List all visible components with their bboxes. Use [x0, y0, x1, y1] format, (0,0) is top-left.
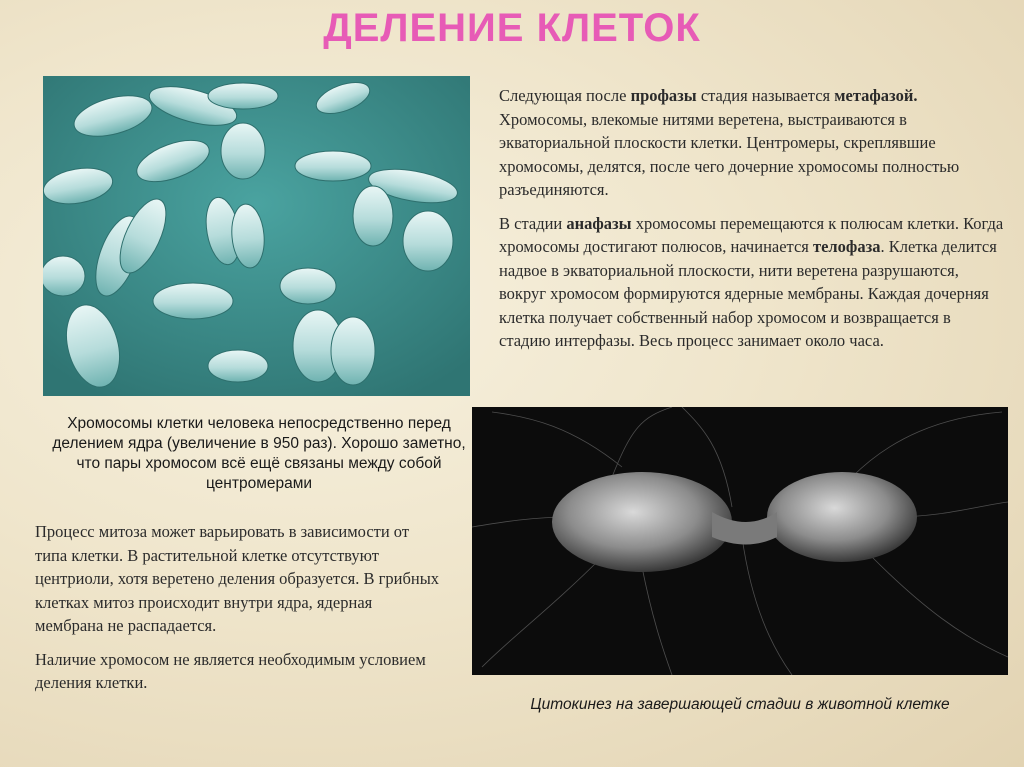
mitosis-variation-paragraph: Процесс митоза может варьировать в зависимости от типа клетки. В растительной клетке отсутствуют центриоли, хотя веретено деления образуется. В грибных клетках митоз происходит внутри ядра, ядерная мембрана не распадается.: [35, 522, 440, 635]
anaphase-paragraph: [499, 212, 1004, 353]
mitosis-variation-text: [35, 520, 440, 705]
metaphase-text-post: Хромосомы, влекомые нитями веретена, выстраиваются в экваториальной плоскости клетки. Центромеры, скреплявшие хромосомы, делятся, после чего дочерние хромосомы полностью разъединяются.: [499, 109, 960, 199]
metaphase-text-pre: Следующая после: [499, 86, 631, 105]
anaphase-text-post: . Клетка делится надвое в экваториальной плоскости, нити веретена разрушаются, вокруг хромосом формируются ядерные мембраны. Каждая дочерняя клетка получает собственный набор хромосом и возвращается в стадию интерфазы. Весь процесс занимает около часа.: [499, 237, 997, 350]
chromosomes-required-paragraph: Наличие хромосом не является необходимым условием деления клетки.: [35, 649, 426, 692]
cytokinesis-micrograph: [472, 407, 1008, 675]
metaphase-text-mid: стадия называется: [696, 86, 835, 105]
cytokinesis-caption: Цитокинез на завершающей стадии в животной клетке: [530, 696, 950, 713]
metaphase-paragraph: [499, 84, 1004, 202]
term-telophase: телофаза: [813, 237, 881, 256]
chromosome-caption: Хромосомы клетки человека непосредственно перед делением ядра (увеличение в 950 раз). Хорошо заметно, что пары хромосом всё ещё связаны между собой центромерами: [52, 415, 466, 492]
metaphase-anaphase-text: [499, 84, 1004, 363]
slide-title: ДЕЛЕНИЕ КЛЕТОК: [323, 6, 701, 50]
term-metaphase: метафазой.: [834, 86, 918, 105]
chromosome-micrograph: [43, 76, 470, 396]
anaphase-text-pre: В стадии: [499, 213, 567, 233]
anaphase-text-mid: хромосомы перемещаются к полюсам клетки. Когда хромосомы достигают полюсов, начинается: [499, 213, 1004, 256]
term-prophase: профазы: [630, 86, 697, 105]
term-anaphase: анафазы: [566, 213, 632, 233]
